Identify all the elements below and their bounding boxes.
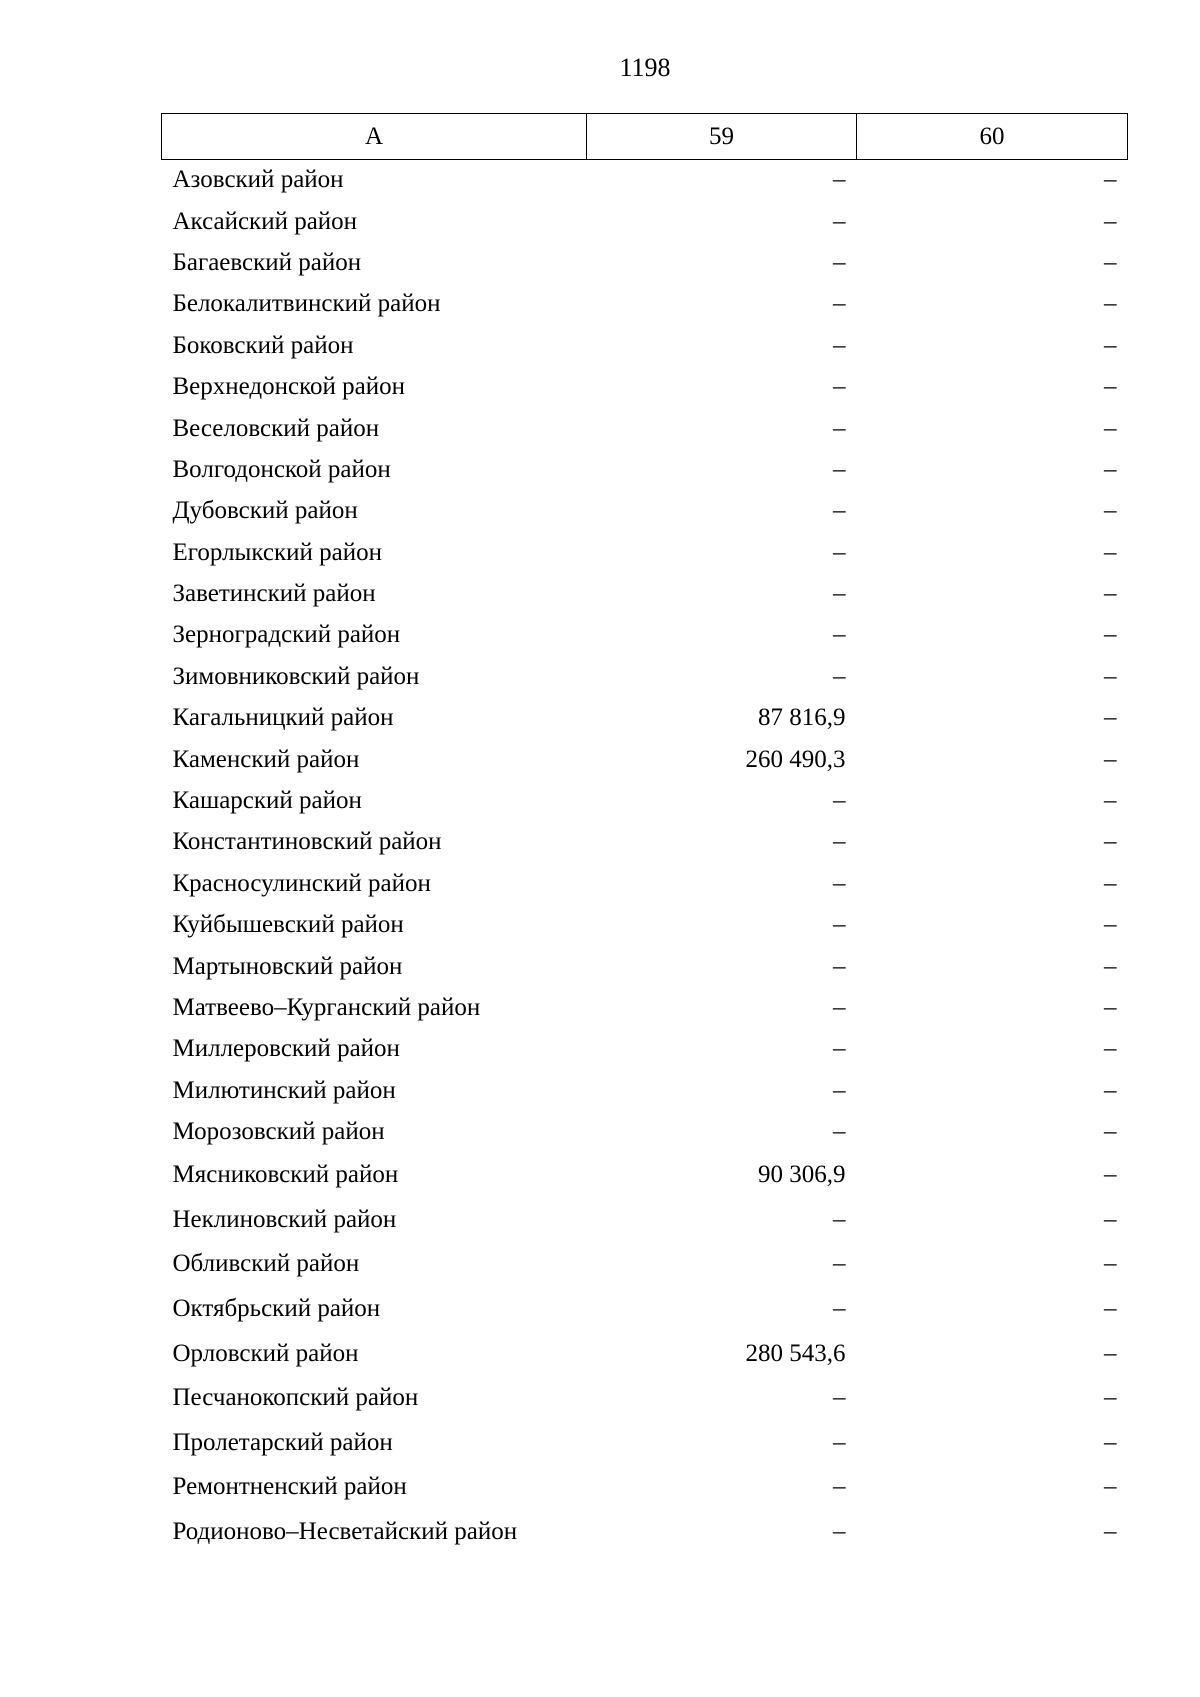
value-cell-59: – (833, 1076, 846, 1104)
district-name-cell: Ремонтненский район (172, 1473, 407, 1501)
table-row (162, 1242, 1128, 1287)
district-name-cell: Куйбышевский район (172, 911, 404, 939)
value-cell-60: – (1104, 207, 1117, 235)
value-cell-59: – (833, 248, 846, 276)
value-cell-59: – (833, 1205, 846, 1233)
table-row (162, 863, 1128, 904)
district-name-cell: Зимовниковский район (172, 662, 420, 690)
value-cell-59: – (833, 331, 846, 359)
table-row (162, 491, 1128, 532)
value-cell-59: – (833, 166, 846, 194)
district-name-cell: Аксайский район (172, 207, 358, 235)
value-cell-59: – (833, 1428, 846, 1456)
district-name-cell: Неклиновский район (172, 1205, 397, 1233)
district-name-cell: Заветинский район (172, 580, 376, 608)
value-cell-59: – (833, 869, 846, 897)
value-cell-59: – (833, 952, 846, 980)
table-row (162, 408, 1128, 449)
table-row (162, 1111, 1128, 1152)
district-name-cell: Песчанокопский район (172, 1384, 419, 1412)
district-name-cell: Белокалитвинский район (172, 290, 441, 318)
value-cell-59: – (833, 1118, 846, 1146)
value-cell-60: – (1104, 1250, 1117, 1278)
value-cell-60: – (1104, 1161, 1117, 1189)
value-cell-60: – (1104, 1076, 1117, 1104)
table-row (162, 1197, 1128, 1242)
district-name-cell: Верхнедонской район (172, 373, 405, 401)
table-header (162, 114, 1128, 160)
value-cell-59: – (833, 911, 846, 939)
district-name-cell: Кашарский район (172, 787, 362, 815)
table-row (162, 1331, 1128, 1376)
table-row (162, 987, 1128, 1028)
value-cell-59: – (833, 828, 846, 856)
value-cell-60: – (1104, 994, 1117, 1021)
value-cell-59: – (833, 1294, 846, 1322)
table-row (162, 1287, 1128, 1332)
district-name-cell: Мясниковский район (172, 1161, 399, 1189)
district-name-cell: Обливский район (172, 1250, 360, 1278)
table-row (162, 1070, 1128, 1111)
value-cell-59: – (833, 1384, 846, 1412)
value-cell-60: – (1104, 1118, 1117, 1146)
value-cell-60: – (1104, 704, 1117, 732)
header-cell-a: A (162, 114, 587, 160)
value-cell-59: – (833, 1250, 846, 1278)
header-cell-60: 60 (857, 114, 1128, 160)
table-row (162, 615, 1128, 656)
district-name-cell: Морозовский район (172, 1118, 385, 1146)
value-cell-59: – (833, 662, 846, 690)
table-row (162, 739, 1128, 780)
value-cell-59: 87 816,9 (758, 704, 846, 732)
table-row (162, 905, 1128, 946)
district-name-cell: Миллеровский район (172, 1035, 400, 1063)
value-cell-59: – (833, 994, 846, 1021)
table-row (162, 822, 1128, 863)
value-cell-59: – (833, 538, 846, 566)
header-cell-59: 59 (587, 114, 857, 160)
value-cell-59: 260 490,3 (745, 745, 846, 773)
table-row (162, 698, 1128, 739)
district-name-cell: Орловский район (172, 1339, 359, 1367)
value-cell-59: – (833, 621, 846, 649)
value-cell-59: – (833, 497, 846, 525)
value-cell-59: – (833, 455, 846, 483)
district-name-cell: Матвеево–Курганский район (172, 994, 481, 1021)
value-cell-60: – (1104, 1384, 1117, 1412)
table-row (162, 160, 1128, 201)
district-name-cell: Каменский район (172, 745, 360, 773)
value-cell-60: – (1104, 1473, 1117, 1501)
district-name-cell: Боковский район (172, 331, 354, 359)
district-name-cell: Багаевский район (172, 248, 362, 276)
value-cell-60: – (1104, 455, 1117, 483)
value-cell-60: – (1104, 828, 1117, 856)
value-cell-60: – (1104, 166, 1117, 194)
district-name-cell: Константиновский район (172, 828, 442, 856)
district-name-cell: Егорлыкский район (172, 538, 382, 566)
table-row (162, 1420, 1128, 1465)
value-cell-60: – (1104, 538, 1117, 566)
district-name-cell: Дубовский район (172, 497, 358, 525)
header-row (162, 114, 1128, 160)
data-table (161, 113, 1128, 1554)
table-row (162, 946, 1128, 987)
table-row (162, 366, 1128, 407)
value-cell-59: – (833, 1517, 846, 1545)
district-name-cell: Зерноградский район (172, 621, 401, 649)
value-cell-60: – (1104, 414, 1117, 442)
value-cell-60: – (1104, 662, 1117, 690)
value-cell-60: – (1104, 373, 1117, 401)
district-name-cell: Веселовский район (172, 414, 380, 442)
value-cell-60: – (1104, 1035, 1117, 1063)
table-row (162, 1465, 1128, 1510)
table-row (162, 201, 1128, 242)
table-row (162, 242, 1128, 283)
district-name-cell: Азовский район (172, 166, 344, 194)
value-cell-59: 90 306,9 (758, 1161, 846, 1189)
value-cell-60: – (1104, 1205, 1117, 1233)
value-cell-60: – (1104, 290, 1117, 318)
table-row (162, 1376, 1128, 1421)
value-cell-60: – (1104, 1294, 1117, 1322)
district-name-cell: Волгодонской район (172, 455, 391, 483)
value-cell-59: – (833, 373, 846, 401)
table-row (162, 780, 1128, 821)
value-cell-60: – (1104, 621, 1117, 649)
value-cell-60: – (1104, 869, 1117, 897)
value-cell-60: – (1104, 1428, 1117, 1456)
value-cell-60: – (1104, 787, 1117, 815)
table-row (162, 656, 1128, 697)
district-name-cell: Октябрьский район (172, 1294, 381, 1322)
district-name-cell: Мартыновский район (172, 952, 403, 980)
value-cell-60: – (1104, 497, 1117, 525)
district-name-cell: Родионово–Несветайский район (172, 1517, 518, 1545)
value-cell-59: – (833, 290, 846, 318)
value-cell-59: – (833, 787, 846, 815)
value-cell-59: – (833, 580, 846, 608)
table-row (162, 573, 1128, 614)
table-row (162, 284, 1128, 325)
table-body (162, 160, 1128, 1555)
value-cell-60: – (1104, 911, 1117, 939)
table-row (162, 325, 1128, 366)
district-name-cell: Красносулинский район (172, 869, 431, 897)
value-cell-60: – (1104, 248, 1117, 276)
table-row (162, 449, 1128, 490)
value-cell-59: – (833, 207, 846, 235)
value-cell-60: – (1104, 1339, 1117, 1367)
value-cell-59: 280 543,6 (745, 1339, 846, 1367)
page-number: 1198 (619, 53, 671, 82)
table-row (162, 532, 1128, 573)
table-row (162, 1153, 1128, 1198)
value-cell-59: – (833, 1035, 846, 1063)
value-cell-60: – (1104, 580, 1117, 608)
district-name-cell: Кагальницкий район (172, 704, 394, 732)
value-cell-60: – (1104, 745, 1117, 773)
value-cell-60: – (1104, 952, 1117, 980)
district-name-cell: Пролетарский район (172, 1428, 393, 1456)
value-cell-59: – (833, 414, 846, 442)
district-name-cell: Милютинский район (172, 1076, 396, 1104)
table-row (162, 1029, 1128, 1070)
value-cell-60: – (1104, 331, 1117, 359)
value-cell-60: – (1104, 1517, 1117, 1545)
table-row (162, 1510, 1128, 1555)
value-cell-59: – (833, 1473, 846, 1501)
